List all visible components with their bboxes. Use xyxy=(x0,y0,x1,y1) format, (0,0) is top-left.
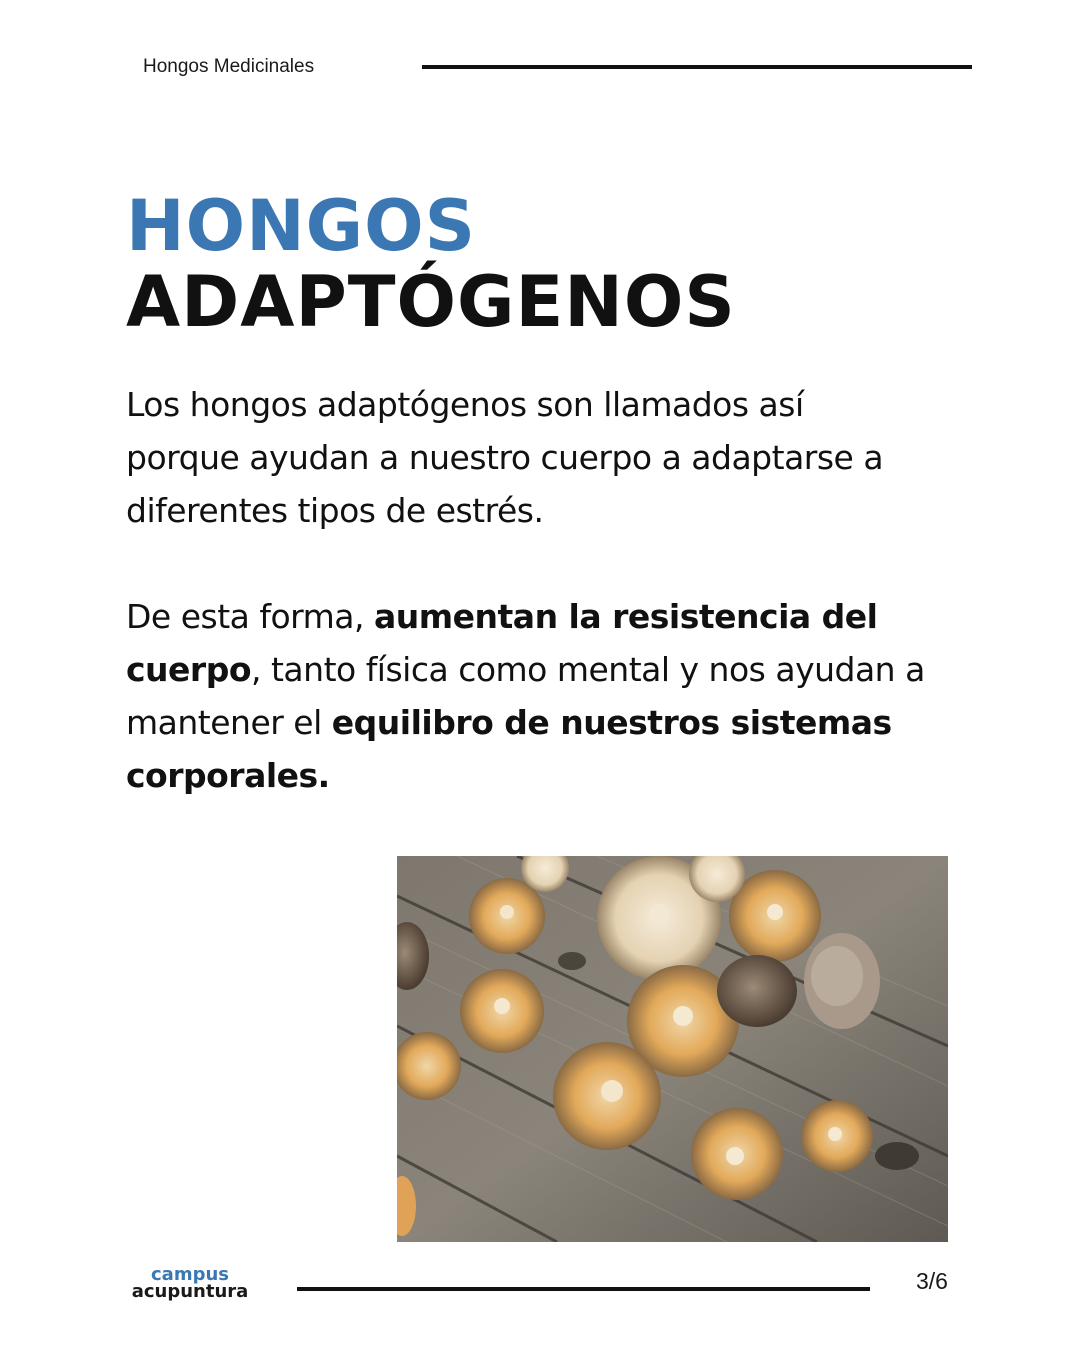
benefits-highlight-1: aumentan la resistencia del cuerpo xyxy=(126,597,878,689)
logo-word-top: campus xyxy=(151,1264,229,1285)
mushrooms-photo xyxy=(397,856,948,1242)
title-line-main: ADAPTÓGENOS xyxy=(126,261,736,343)
benefits-text-2: , tanto física como mental y nos ayudan a mantener el xyxy=(126,650,925,742)
benefits-text-1: De esta forma, xyxy=(126,597,374,636)
page-number: 3/6 xyxy=(916,1268,948,1294)
footer-divider xyxy=(297,1287,870,1291)
benefits-paragraph xyxy=(126,590,926,802)
title-line-accent: HONGOS xyxy=(126,185,477,267)
header-label: Hongos Medicinales xyxy=(143,56,315,77)
header-divider xyxy=(422,65,972,69)
campus-acupuntura-logo xyxy=(130,1266,250,1300)
logo-word-bottom: acupuntura xyxy=(131,1281,249,1302)
intro-paragraph: Los hongos adaptógenos son llamados así porque ayudan a nuestro cuerpo a adaptarse a diferentes tipos de estrés. xyxy=(126,385,884,530)
benefits-highlight-2: equilibro de nuestros sistemas corporales. xyxy=(126,703,892,795)
page-title xyxy=(126,185,736,343)
